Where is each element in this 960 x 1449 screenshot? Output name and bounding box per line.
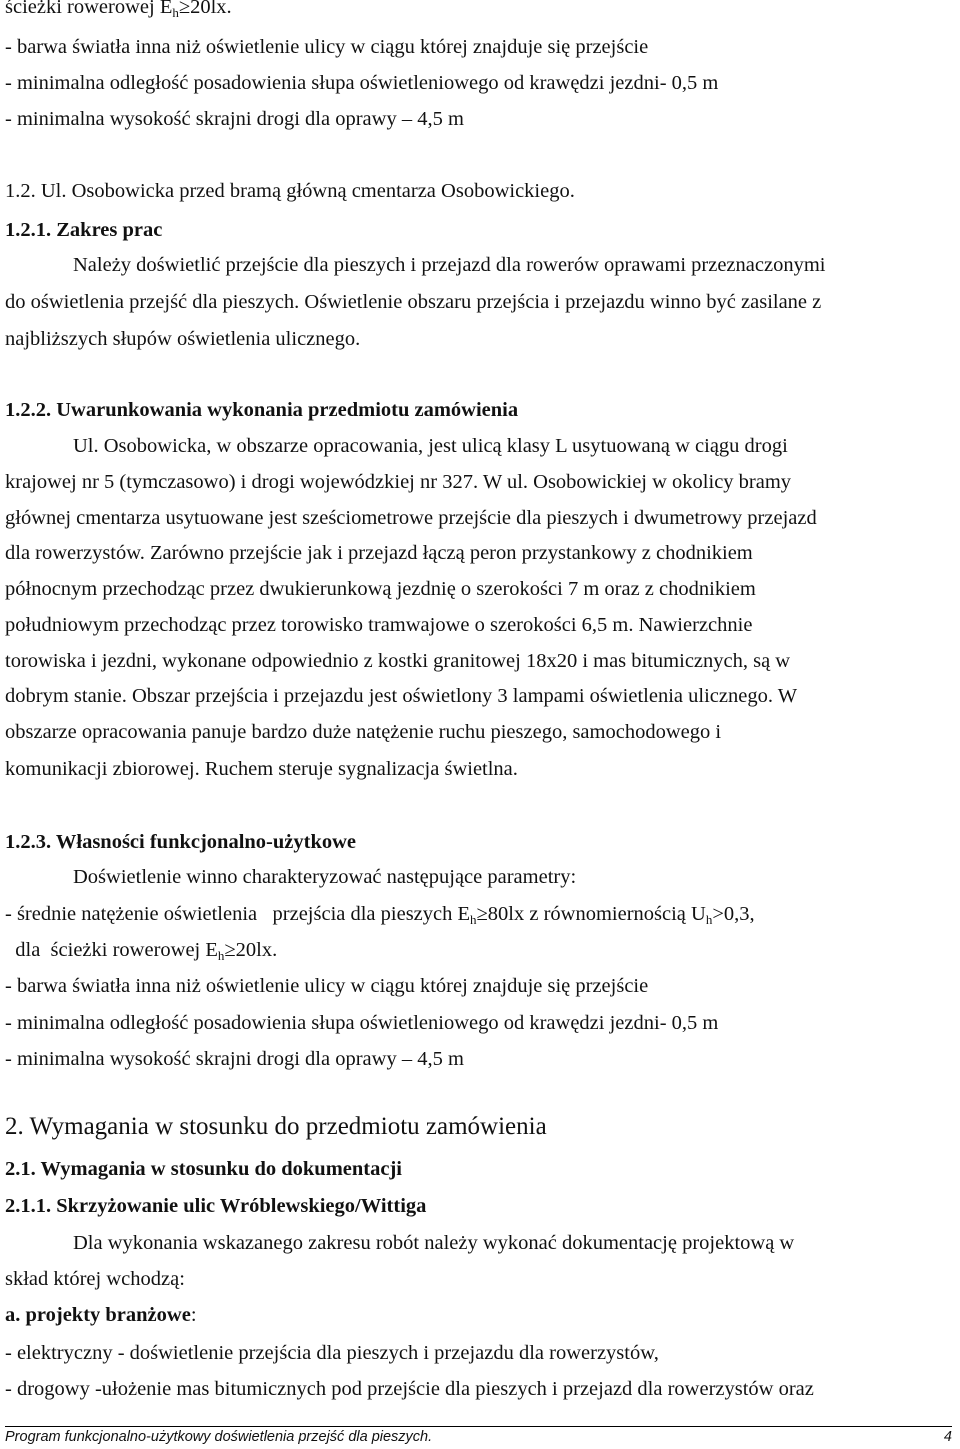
paragraph-line: Doświetlenie winno charakteryzować następujące parametry:: [73, 866, 577, 888]
page-footer: [5, 1426, 952, 1449]
list-item: - barwa światła inna niż oświetlenie ulicy w ciągu której znajduje się przejście: [5, 975, 649, 997]
list-item: - elektryczny - doświetlenie przejścia dla pieszych i przejazdu dla rowerzystów,: [5, 1342, 659, 1364]
text-segment: ≥20lx.: [224, 939, 278, 961]
subscript: h: [217, 948, 225, 963]
paragraph-line: do oświetlenia przejść dla pieszych. Oświetlenie obszaru przejścia i przejazdu winno być zasilane z: [5, 291, 822, 313]
paragraph-line: głównej cmentarza usytuowane jest sześciometrowe przejście dla pieszych i dwumetrowy przejazd: [5, 507, 817, 529]
bold-label: a. projekty branżowe: [5, 1304, 191, 1326]
list-item: - drogowy -ułożenie mas bitumicznych pod przejście dla pieszych i przejazd dla rowerzystów oraz: [5, 1378, 814, 1400]
paragraph-line: Należy doświetlić przejście dla pieszych i przejazd dla rowerów oprawami przeznaczonymi: [73, 254, 826, 276]
paragraph-line: południowym przechodząc przez torowisko tramwajowe o szerokości 6,5 m. Nawierzchnie: [5, 614, 753, 636]
text-line: [5, 0, 955, 26]
text-segment: >0,3,: [712, 903, 755, 925]
list-item: - minimalna wysokość skrajni drogi dla oprawy – 4,5 m: [5, 1048, 464, 1070]
subsection-heading: 2.1.1. Skrzyżowanie ulic Wróblewskiego/Wittiga: [5, 1195, 427, 1217]
subscript: h: [172, 5, 179, 20]
paragraph-line: najbliższych słupów oświetlenia ulicznego.: [5, 328, 361, 350]
paragraph-line: dobrym stanie. Obszar przejścia i przejazdu jest oświetlony 3 lampami oświetlenia ulicznego. W: [5, 685, 798, 707]
paragraph-line: skład której wchodzą:: [5, 1268, 185, 1290]
text-segment: - średnie natężenie oświetlenia przejścia dla pieszych E: [5, 903, 471, 925]
subsection-heading: 1.2.1. Zakres prac: [5, 219, 163, 241]
list-heading: [5, 1302, 955, 1328]
paragraph-line: krajowej nr 5 (tymczasowo) i drogi wojewódzkiej nr 327. W ul. Osobowickiej w okolicy bramy: [5, 471, 792, 493]
text-line: - minimalna odległość posadowienia słupa oświetleniowego od krawędzi jezdni- 0,5 m: [5, 72, 719, 94]
text-segment: ścieżki rowerowej E: [5, 0, 173, 18]
paragraph-line: Ul. Osobowicka, w obszarze opracowania, jest ulicą klasy L usytuowaną w ciągu drogi: [73, 435, 788, 457]
section-heading: 1.2. Ul. Osobowicka przed bramą główną cmentarza Osobowickiego.: [5, 180, 575, 202]
subsection-heading: 1.2.3. Własności funkcjonalno-użytkowe: [5, 831, 357, 853]
page-number: 4: [943, 1429, 952, 1445]
text-segment: ≥20lx.: [178, 0, 232, 18]
paragraph-line: torowiska i jezdni, wykonane odpowiednio z kostki granitowej 18x20 i mas bitumicznych, są w: [5, 650, 791, 672]
paragraph-line: komunikacji zbiorowej. Ruchem steruje sygnalizacja świetlna.: [5, 758, 518, 780]
paragraph-line: dla rowerzystów. Zarówno przejście jak i przejazd łączą peron przystankowy z chodnikiem: [5, 542, 753, 564]
subscript: h: [470, 912, 477, 927]
subscript: h: [705, 912, 713, 927]
text-segment: dla ścieżki rowerowej E: [5, 939, 218, 961]
paragraph-line: północnym przechodząc przez dwukierunkową jezdnię o szerokości 7 m oraz z chodnikiem: [5, 578, 756, 600]
list-item: - minimalna odległość posadowienia słupa oświetleniowego od krawędzi jezdni- 0,5 m: [5, 1012, 719, 1034]
list-item: [5, 901, 955, 933]
paragraph-line: Dla wykonania wskazanego zakresu robót należy wykonać dokumentację projektową w: [73, 1232, 795, 1254]
text-line: - barwa światła inna niż oświetlenie ulicy w ciągu której znajduje się przejście: [5, 36, 649, 58]
section-heading: 2.1. Wymagania w stosunku do dokumentacji: [5, 1158, 402, 1180]
text-segment: ≥80lx z równomiernością U: [476, 903, 706, 925]
chapter-heading: 2. Wymagania w stosunku do przedmiotu zamówienia: [5, 1113, 547, 1140]
footer-title: Program funkcjonalno-użytkowy doświetlenia przejść dla pieszych.: [5, 1429, 433, 1445]
text-line: - minimalna wysokość skrajni drogi dla oprawy – 4,5 m: [5, 108, 464, 130]
list-item: [5, 937, 955, 969]
paragraph-line: obszarze opracowania panuje bardzo duże natężenie ruchu pieszego, samochodowego i: [5, 721, 722, 743]
text-segment: :: [190, 1304, 197, 1326]
subsection-heading: 1.2.2. Uwarunkowania wykonania przedmiotu zamówienia: [5, 399, 519, 421]
